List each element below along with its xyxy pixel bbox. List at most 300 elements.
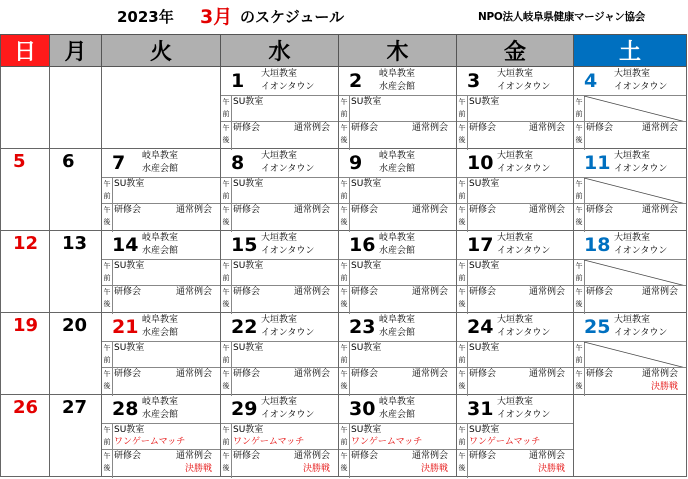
title-suffix: のスケジュール — [240, 8, 345, 26]
pm-label — [221, 286, 232, 314]
pm-label — [102, 368, 113, 396]
pm-training: 研修会 — [351, 287, 379, 297]
am-session: SU教室 — [351, 343, 382, 353]
pm-training: 研修会 — [469, 287, 497, 297]
pm-label — [339, 286, 350, 314]
am-label-top: 午 — [575, 180, 583, 188]
date-number: 7 — [112, 152, 126, 174]
am-label-bottom: 前 — [458, 192, 466, 200]
am-label-top: 午 — [458, 98, 466, 106]
pm-label-bottom: 後 — [575, 136, 583, 144]
pm-training: 研修会 — [351, 123, 379, 133]
am-session: SU教室 — [469, 425, 500, 435]
am-label-bottom: 前 — [222, 356, 230, 364]
am-label — [339, 96, 350, 122]
pm-label — [457, 368, 468, 396]
pm-row — [339, 367, 456, 396]
pm-regular-meeting: 通常例会 — [528, 451, 565, 461]
venue-name: 水産会館 — [142, 328, 179, 338]
calendar-week — [0, 231, 688, 313]
am-label-top: 午 — [222, 426, 230, 434]
am-session: SU教室 — [233, 425, 264, 435]
day-cell — [102, 67, 221, 149]
am-label-bottom: 前 — [222, 110, 230, 118]
am-label — [102, 424, 113, 450]
pm-row — [221, 449, 338, 478]
pm-final-match: 決勝戦 — [537, 464, 565, 474]
pm-regular-meeting: 通常例会 — [293, 123, 330, 133]
pm-row — [574, 285, 686, 314]
day-cell[interactable] — [574, 67, 687, 149]
pm-label-top: 午 — [458, 452, 466, 460]
am-label-bottom: 前 — [222, 274, 230, 282]
day-cell[interactable] — [339, 231, 457, 313]
am-label — [221, 96, 232, 122]
pm-label-bottom: 後 — [458, 464, 466, 472]
pm-label — [574, 368, 585, 396]
am-session: SU教室 — [114, 261, 145, 271]
am-label-top: 午 — [458, 262, 466, 270]
pm-label-top: 午 — [575, 370, 583, 378]
date-number: 18 — [584, 234, 611, 256]
venue-name: イオンタウン — [261, 246, 315, 256]
am-label-top: 午 — [340, 426, 348, 434]
pm-label-bottom: 後 — [458, 136, 466, 144]
am-label — [457, 424, 468, 450]
day-cell[interactable] — [339, 149, 457, 231]
date-number: 21 — [112, 316, 139, 338]
am-label-top: 午 — [458, 344, 466, 352]
day-cell[interactable] — [339, 313, 457, 395]
date-number: 1 — [231, 70, 245, 92]
pm-row — [457, 285, 573, 314]
am-session: SU教室 — [351, 97, 382, 107]
monday-cell — [50, 395, 102, 477]
venue-name: 水産会館 — [379, 410, 416, 420]
pm-label-bottom: 後 — [340, 300, 348, 308]
am-label-bottom: 前 — [222, 438, 230, 446]
pm-row — [457, 449, 573, 478]
pm-training: 研修会 — [233, 451, 261, 461]
am-label-bottom: 前 — [340, 192, 348, 200]
day-cell[interactable] — [457, 149, 574, 231]
pm-training: 研修会 — [351, 205, 379, 215]
am-session: SU教室 — [469, 97, 500, 107]
am-label-bottom: 前 — [340, 438, 348, 446]
classroom-name: 大垣教室 — [497, 315, 534, 325]
pm-label-top: 午 — [340, 124, 348, 132]
monday-date: 13 — [62, 233, 88, 254]
pm-label-top: 午 — [103, 206, 111, 214]
day-header-thu: 木 — [339, 34, 457, 67]
pm-label — [574, 204, 585, 232]
am-session: SU教室 — [233, 261, 264, 271]
am-label-bottom: 前 — [340, 274, 348, 282]
pm-regular-meeting: 通常例会 — [641, 123, 678, 133]
date-number: 8 — [231, 152, 245, 174]
day-cell[interactable] — [102, 395, 221, 477]
am-label-bottom: 前 — [458, 356, 466, 364]
pm-regular-meeting: 通常例会 — [411, 369, 448, 379]
classroom-name: 岐阜教室 — [379, 397, 416, 407]
day-cell[interactable] — [457, 231, 574, 313]
am-session: SU教室 — [469, 343, 500, 353]
pm-row — [457, 367, 573, 396]
am-row — [221, 259, 338, 286]
am-label-top: 午 — [458, 426, 466, 434]
am-label-top: 午 — [575, 98, 583, 106]
no-session-slash — [584, 96, 686, 122]
pm-label — [221, 368, 232, 396]
am-row — [574, 95, 686, 122]
calendar-header — [0, 0, 688, 34]
am-row — [221, 177, 338, 204]
pm-regular-meeting: 通常例会 — [528, 123, 565, 133]
pm-row — [221, 121, 338, 150]
pm-row — [339, 203, 456, 232]
am-label — [221, 342, 232, 368]
venue-name: イオンタウン — [261, 164, 315, 174]
am-session: SU教室 — [114, 179, 145, 189]
pm-label — [221, 450, 232, 478]
pm-row — [339, 449, 456, 478]
pm-label-top: 午 — [458, 370, 466, 378]
day-cell[interactable] — [574, 231, 687, 313]
pm-regular-meeting: 通常例会 — [528, 369, 565, 379]
pm-training: 研修会 — [586, 369, 614, 379]
am-row — [102, 177, 220, 204]
calendar-week — [0, 395, 688, 477]
day-cell[interactable] — [221, 67, 339, 149]
pm-label-top: 午 — [458, 288, 466, 296]
day-header-wed: 水 — [221, 34, 339, 67]
venue-name: イオンタウン — [614, 246, 668, 256]
am-session: SU教室 — [351, 425, 382, 435]
day-cell[interactable] — [457, 313, 574, 395]
classroom-name: 大垣教室 — [497, 69, 534, 79]
venue-name: イオンタウン — [497, 246, 551, 256]
pm-row — [457, 203, 573, 232]
am-label — [339, 260, 350, 286]
am-session: SU教室 — [469, 179, 500, 189]
pm-row — [574, 367, 686, 396]
day-cell[interactable] — [339, 395, 457, 477]
venue-name: 水産会館 — [379, 246, 416, 256]
pm-regular-meeting: 通常例会 — [641, 369, 678, 379]
pm-label — [457, 450, 468, 478]
classroom-name: 大垣教室 — [261, 315, 298, 325]
venue-name: イオンタウン — [614, 164, 668, 174]
no-session-slash — [584, 260, 686, 286]
venue-name: イオンタウン — [614, 82, 668, 92]
pm-row — [102, 285, 220, 314]
date-number: 3 — [467, 70, 481, 92]
venue-name: イオンタウン — [497, 328, 551, 338]
venue-name: 水産会館 — [379, 82, 416, 92]
day-cell[interactable] — [574, 149, 687, 231]
pm-training: 研修会 — [114, 205, 142, 215]
pm-training: 研修会 — [469, 369, 497, 379]
pm-label-bottom: 後 — [575, 300, 583, 308]
am-label-bottom: 前 — [222, 192, 230, 200]
am-label-top: 午 — [340, 98, 348, 106]
pm-label — [574, 122, 585, 150]
pm-regular-meeting: 通常例会 — [411, 205, 448, 215]
day-cell[interactable] — [221, 395, 339, 477]
pm-row — [457, 121, 573, 150]
am-special-event: ワンゲームマッチ — [351, 437, 423, 447]
am-label-bottom: 前 — [103, 274, 111, 282]
am-label-top: 午 — [103, 426, 111, 434]
am-label — [457, 342, 468, 368]
classroom-name: 大垣教室 — [261, 233, 298, 243]
pm-label-top: 午 — [222, 124, 230, 132]
venue-name: イオンタウン — [497, 410, 551, 420]
venue-name: 水産会館 — [142, 410, 179, 420]
am-label-bottom: 前 — [575, 356, 583, 364]
day-cell[interactable] — [457, 67, 574, 149]
pm-row — [339, 121, 456, 150]
pm-label-bottom: 後 — [340, 218, 348, 226]
classroom-name: 大垣教室 — [261, 69, 298, 79]
day-header-fri: 金 — [457, 34, 574, 67]
pm-training: 研修会 — [114, 451, 142, 461]
classroom-name: 岐阜教室 — [142, 315, 179, 325]
am-label-bottom: 前 — [575, 110, 583, 118]
pm-regular-meeting: 通常例会 — [293, 205, 330, 215]
sunday-cell — [0, 67, 50, 149]
am-label-bottom: 前 — [340, 110, 348, 118]
pm-training: 研修会 — [586, 205, 614, 215]
pm-label-top: 午 — [458, 124, 466, 132]
sunday-cell — [0, 149, 50, 231]
pm-label-top: 午 — [103, 370, 111, 378]
classroom-name: 岐阜教室 — [379, 69, 416, 79]
pm-label-top: 午 — [340, 206, 348, 214]
pm-label-top: 午 — [103, 452, 111, 460]
title-month: 3月 — [200, 6, 233, 28]
am-label-top: 午 — [575, 262, 583, 270]
day-cell[interactable] — [221, 313, 339, 395]
day-header-tue: 火 — [102, 34, 221, 67]
day-cell[interactable] — [221, 149, 339, 231]
pm-label — [457, 122, 468, 150]
pm-training: 研修会 — [586, 287, 614, 297]
pm-label-top: 午 — [575, 206, 583, 214]
sunday-cell — [0, 313, 50, 395]
calendar-week — [0, 67, 688, 149]
am-session: SU教室 — [351, 179, 382, 189]
pm-training: 研修会 — [114, 287, 142, 297]
pm-regular-meeting: 通常例会 — [528, 287, 565, 297]
classroom-name: 大垣教室 — [261, 151, 298, 161]
am-special-event: ワンゲームマッチ — [233, 437, 305, 447]
pm-training: 研修会 — [469, 205, 497, 215]
am-label-bottom: 前 — [103, 438, 111, 446]
am-row — [574, 177, 686, 204]
pm-final-match: 決勝戦 — [650, 382, 678, 392]
pm-label-top: 午 — [340, 288, 348, 296]
pm-label-top: 午 — [340, 452, 348, 460]
organization-name: NPO法人岐阜県健康マージャン協会 — [478, 11, 645, 23]
day-cell[interactable] — [102, 149, 221, 231]
am-session: SU教室 — [233, 179, 264, 189]
pm-label-top: 午 — [340, 370, 348, 378]
pm-label — [102, 286, 113, 314]
venue-name: イオンタウン — [261, 328, 315, 338]
monday-cell — [50, 67, 102, 149]
am-label — [457, 96, 468, 122]
am-label-bottom: 前 — [103, 192, 111, 200]
monday-cell — [50, 231, 102, 313]
am-session: SU教室 — [233, 343, 264, 353]
monday-cell — [50, 149, 102, 231]
calendar-grid — [0, 34, 688, 479]
sunday-date: 12 — [13, 233, 39, 254]
date-number: 15 — [231, 234, 258, 256]
date-number: 30 — [349, 398, 376, 420]
date-number: 17 — [467, 234, 494, 256]
am-label — [102, 260, 113, 286]
date-number: 4 — [584, 70, 598, 92]
day-cell[interactable] — [102, 231, 221, 313]
pm-regular-meeting: 通常例会 — [641, 287, 678, 297]
am-label — [457, 260, 468, 286]
classroom-name: 大垣教室 — [497, 151, 534, 161]
am-label-top: 午 — [222, 98, 230, 106]
am-row — [102, 259, 220, 286]
pm-regular-meeting: 通常例会 — [411, 451, 448, 461]
pm-label-bottom: 後 — [458, 218, 466, 226]
am-session: SU教室 — [233, 97, 264, 107]
classroom-name: 大垣教室 — [614, 315, 651, 325]
pm-training: 研修会 — [351, 451, 379, 461]
sunday-date: 26 — [13, 397, 39, 418]
date-number: 25 — [584, 316, 611, 338]
no-session-slash — [584, 342, 686, 368]
pm-label — [457, 204, 468, 232]
date-number: 29 — [231, 398, 258, 420]
am-row — [457, 341, 573, 368]
am-row — [339, 95, 456, 122]
monday-date: 27 — [62, 397, 88, 418]
sunday-date: 5 — [13, 151, 26, 172]
day-header-sat: 土 — [574, 34, 687, 67]
pm-regular-meeting: 通常例会 — [641, 205, 678, 215]
pm-training: 研修会 — [469, 451, 497, 461]
am-row — [339, 423, 456, 450]
day-cell[interactable] — [221, 231, 339, 313]
pm-row — [221, 367, 338, 396]
am-row — [339, 259, 456, 286]
pm-label-bottom: 後 — [222, 300, 230, 308]
am-row — [574, 341, 686, 368]
venue-name: イオンタウン — [261, 82, 315, 92]
pm-label-bottom: 後 — [103, 218, 111, 226]
day-cell[interactable] — [574, 313, 687, 395]
pm-training: 研修会 — [233, 205, 261, 215]
sunday-date: 19 — [13, 315, 39, 336]
pm-row — [221, 203, 338, 232]
classroom-name: 岐阜教室 — [142, 233, 179, 243]
pm-regular-meeting: 通常例会 — [293, 369, 330, 379]
am-label-top: 午 — [340, 262, 348, 270]
pm-label-bottom: 後 — [340, 136, 348, 144]
am-label — [102, 342, 113, 368]
pm-label-bottom: 後 — [103, 464, 111, 472]
am-label — [221, 178, 232, 204]
am-row — [457, 177, 573, 204]
am-label-top: 午 — [222, 344, 230, 352]
date-number: 2 — [349, 70, 363, 92]
pm-label — [457, 286, 468, 314]
date-number: 9 — [349, 152, 363, 174]
day-cell[interactable] — [457, 395, 574, 477]
am-label-top: 午 — [575, 344, 583, 352]
pm-label-top: 午 — [222, 206, 230, 214]
pm-label-top: 午 — [103, 288, 111, 296]
venue-name: 水産会館 — [142, 246, 179, 256]
pm-label — [102, 204, 113, 232]
am-special-event: ワンゲームマッチ — [114, 437, 186, 447]
am-session: SU教室 — [351, 261, 382, 271]
venue-name: 水産会館 — [142, 164, 179, 174]
pm-final-match: 決勝戦 — [302, 464, 330, 474]
pm-final-match: 決勝戦 — [184, 464, 212, 474]
date-number: 16 — [349, 234, 376, 256]
venue-name: イオンタウン — [497, 82, 551, 92]
day-cell[interactable] — [102, 313, 221, 395]
pm-label — [574, 286, 585, 314]
pm-label-bottom: 後 — [575, 382, 583, 390]
pm-label — [339, 122, 350, 150]
date-number: 23 — [349, 316, 376, 338]
day-cell — [574, 395, 687, 477]
pm-label-bottom: 後 — [103, 382, 111, 390]
sunday-cell — [0, 395, 50, 477]
pm-label-bottom: 後 — [340, 464, 348, 472]
pm-label-top: 午 — [575, 288, 583, 296]
pm-row — [221, 285, 338, 314]
am-row — [102, 341, 220, 368]
classroom-name: 大垣教室 — [614, 151, 651, 161]
am-label-top: 午 — [340, 180, 348, 188]
day-cell[interactable] — [339, 67, 457, 149]
pm-label-top: 午 — [222, 288, 230, 296]
day-header-mon: 月 — [50, 34, 102, 67]
sunday-cell — [0, 231, 50, 313]
pm-training: 研修会 — [233, 287, 261, 297]
pm-training: 研修会 — [114, 369, 142, 379]
am-row — [574, 259, 686, 286]
pm-label — [102, 450, 113, 478]
am-row — [221, 341, 338, 368]
calendar-week — [0, 149, 688, 231]
am-label-top: 午 — [103, 262, 111, 270]
classroom-name: 大垣教室 — [614, 233, 651, 243]
pm-row — [102, 449, 220, 478]
am-label-top: 午 — [103, 344, 111, 352]
date-number: 11 — [584, 152, 611, 174]
pm-row — [339, 285, 456, 314]
am-row — [339, 177, 456, 204]
am-label-top: 午 — [103, 180, 111, 188]
pm-label-top: 午 — [222, 370, 230, 378]
pm-row — [102, 203, 220, 232]
am-label-top: 午 — [222, 262, 230, 270]
pm-training: 研修会 — [351, 369, 379, 379]
am-label-top: 午 — [458, 180, 466, 188]
